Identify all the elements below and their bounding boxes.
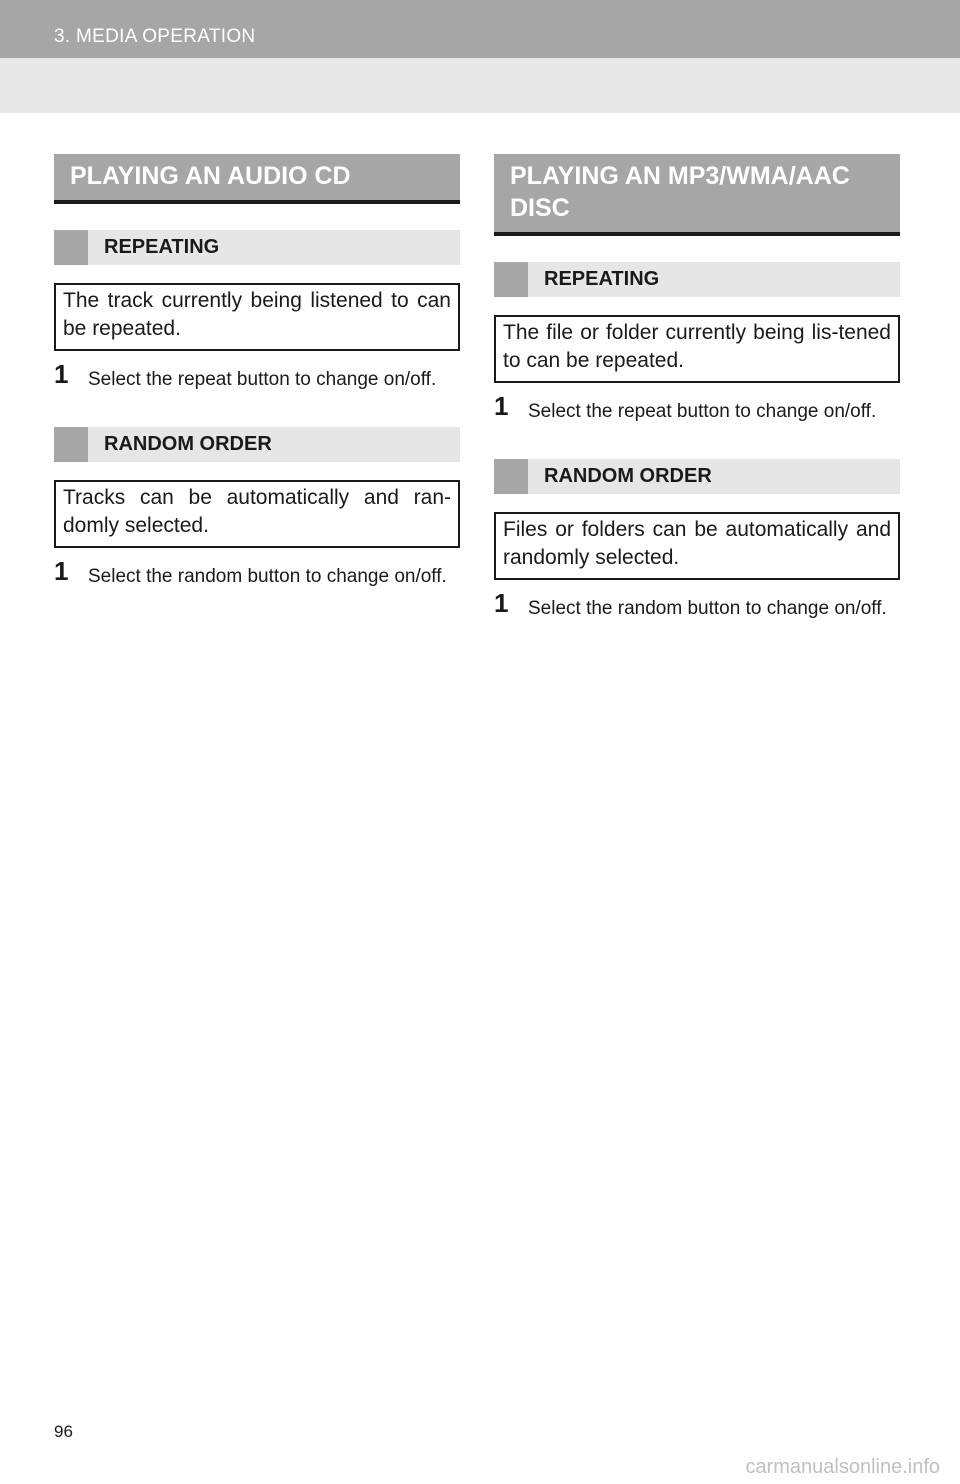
watermark: carmanualsonline.info (745, 1456, 940, 1478)
page-number: 96 (54, 1422, 73, 1441)
section-title-audio-cd: PLAYING AN AUDIO CD (54, 154, 460, 204)
step-text: Select the repeat button to change on/off. (88, 369, 437, 390)
left-column (54, 154, 460, 592)
right-column (494, 154, 900, 624)
step-number: 1 (494, 391, 509, 421)
random-note-box: Tracks can be automatically and ran-domly selected. (54, 480, 460, 548)
chapter-title: 3. MEDIA OPERATION (54, 26, 256, 47)
repeat-note-box: The file or folder currently being lis-tened to can be repeated. (494, 315, 900, 383)
step-text: Select the random button to change on/off. (528, 598, 887, 619)
step-number: 1 (54, 556, 69, 586)
random-note-box: Files or folders can be automatically and randomly selected. (494, 512, 900, 580)
random-step (494, 588, 900, 624)
section-title-mp3-disc: PLAYING AN MP3/WMA/AAC DISC (494, 154, 900, 236)
subhead-label: RANDOM ORDER (544, 465, 712, 487)
subhead-repeating (494, 262, 900, 297)
subhead-random-order (494, 459, 900, 494)
subhead-marker (494, 459, 528, 494)
repeat-note-box: The track currently being listened to can be repeated. (54, 283, 460, 351)
subhead-random-order (54, 427, 460, 462)
subhead-label: REPEATING (544, 268, 660, 290)
subhead-marker (54, 427, 88, 462)
subhead-label: RANDOM ORDER (104, 433, 272, 455)
step-text: Select the repeat button to change on/off. (528, 401, 877, 422)
subhead-repeating (54, 230, 460, 265)
subhead-marker (494, 262, 528, 297)
random-step (54, 556, 460, 592)
chapter-header-band (0, 58, 960, 113)
step-number: 1 (54, 359, 69, 389)
repeat-step (494, 391, 900, 427)
step-number: 1 (494, 588, 509, 618)
subhead-marker (54, 230, 88, 265)
step-text: Select the random button to change on/off. (88, 566, 447, 587)
subhead-label: REPEATING (104, 236, 220, 258)
repeat-step (54, 359, 460, 395)
